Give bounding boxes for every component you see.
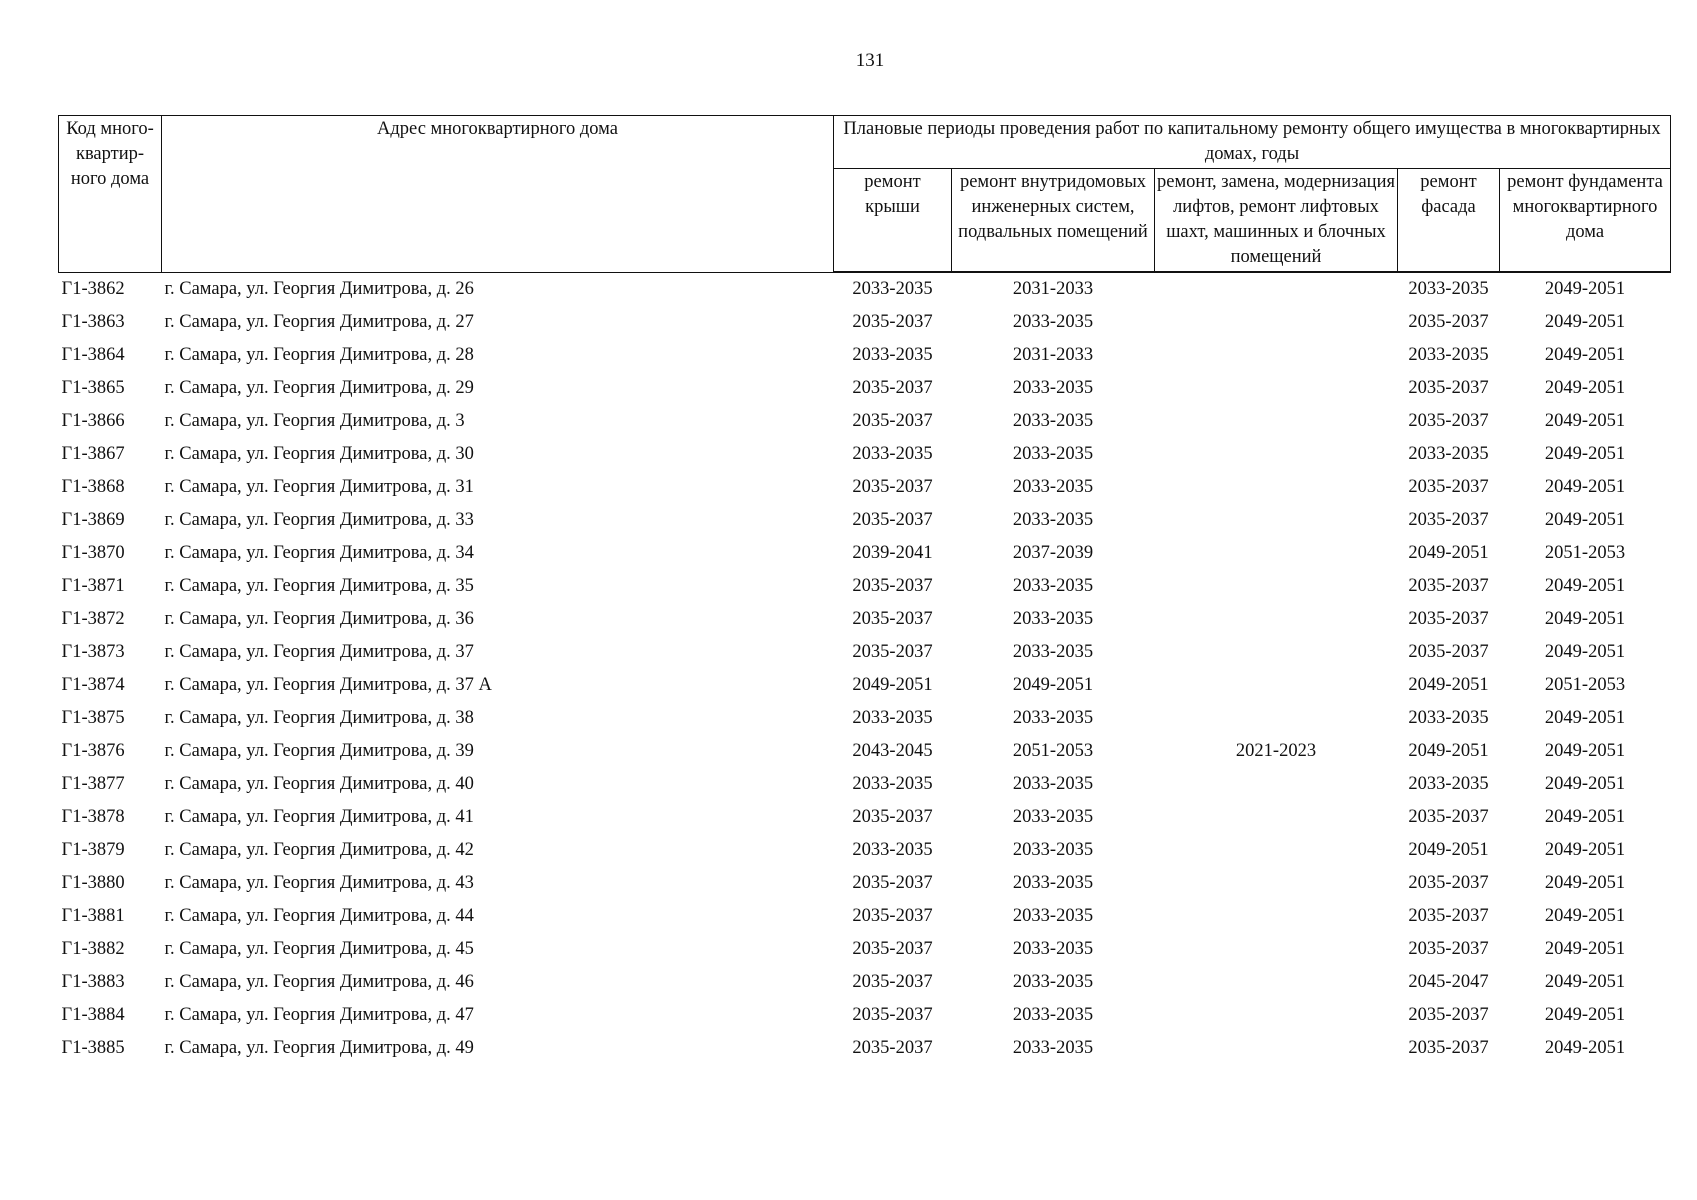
cell-elevators [1155, 570, 1398, 603]
cell-facade: 2049-2051 [1408, 543, 1489, 563]
cell-engineering: 2037-2039 [1012, 543, 1094, 563]
cell-foundation: 2049-2051 [1544, 1038, 1626, 1058]
cell-address: г. Самара, ул. Георгия Димитрова, д. 43 [164, 873, 474, 893]
cell-foundation: 2049-2051 [1544, 477, 1626, 497]
table-body [59, 272, 1671, 1065]
table-row [59, 999, 1671, 1032]
cell-facade: 2049-2051 [1408, 741, 1489, 761]
cell-roof: 2033-2035 [852, 345, 933, 365]
cell-foundation: 2049-2051 [1544, 411, 1626, 431]
cell-foundation: 2049-2051 [1544, 972, 1626, 992]
table-row [59, 405, 1671, 438]
cell-engineering: 2033-2035 [1012, 906, 1094, 926]
cell-roof: 2035-2037 [852, 642, 933, 662]
cell-foundation: 2049-2051 [1544, 378, 1626, 398]
table-row [59, 966, 1671, 999]
cell-engineering: 2033-2035 [1012, 609, 1094, 629]
cell-roof: 2035-2037 [852, 873, 933, 893]
cell-code: Г1-3868 [61, 477, 125, 497]
table-row [59, 702, 1671, 735]
cell-elevators [1155, 537, 1398, 570]
cell-code: Г1-3862 [61, 278, 125, 299]
cell-elevators [1155, 438, 1398, 471]
cell-facade: 2035-2037 [1408, 939, 1489, 959]
table-header [59, 116, 1671, 273]
cell-facade: 2035-2037 [1408, 411, 1489, 431]
header-address: Адрес многоквартирного дома [162, 116, 834, 273]
cell-roof: 2035-2037 [852, 972, 933, 992]
cell-address: г. Самара, ул. Георгия Димитрова, д. 34 [164, 543, 474, 563]
table-row [59, 471, 1671, 504]
cell-foundation: 2049-2051 [1544, 510, 1626, 530]
cell-elevators [1155, 306, 1398, 339]
cell-facade: 2035-2037 [1408, 312, 1489, 332]
cell-facade: 2033-2035 [1408, 279, 1489, 299]
cell-address: г. Самара, ул. Георгия Димитрова, д. 42 [164, 840, 474, 860]
table-row [59, 603, 1671, 636]
cell-facade: 2033-2035 [1408, 708, 1489, 728]
table-row [59, 636, 1671, 669]
cell-elevators [1155, 867, 1398, 900]
cell-engineering: 2031-2033 [1012, 279, 1094, 299]
cell-elevators [1155, 834, 1398, 867]
cell-foundation: 2049-2051 [1544, 774, 1626, 794]
cell-elevators [1155, 504, 1398, 537]
cell-address: г. Самара, ул. Георгия Димитрова, д. 26 [164, 278, 474, 299]
cell-elevators [1155, 603, 1398, 636]
header-roof: ремонт крыши [834, 169, 952, 273]
cell-roof: 2035-2037 [852, 477, 933, 497]
cell-roof: 2035-2037 [852, 1005, 933, 1025]
cell-engineering: 2033-2035 [1012, 840, 1094, 860]
cell-facade: 2035-2037 [1408, 906, 1489, 926]
table-row [59, 504, 1671, 537]
cell-code: Г1-3875 [61, 708, 125, 728]
table-row [59, 1032, 1671, 1065]
cell-address: г. Самара, ул. Георгия Димитрова, д. 37 [164, 642, 474, 662]
cell-code: Г1-3876 [61, 741, 125, 761]
cell-roof: 2035-2037 [852, 939, 933, 959]
cell-engineering: 2033-2035 [1012, 939, 1094, 959]
cell-engineering: 2033-2035 [1012, 444, 1094, 464]
table-row [59, 570, 1671, 603]
cell-facade: 2049-2051 [1408, 840, 1489, 860]
cell-code: Г1-3870 [61, 543, 125, 563]
cell-facade: 2033-2035 [1408, 345, 1489, 365]
cell-elevators [1155, 272, 1398, 306]
cell-engineering: 2033-2035 [1012, 576, 1094, 596]
page-number: 131 [855, 50, 885, 71]
table-row [59, 339, 1671, 372]
header-facade: ремонт фасада [1398, 169, 1500, 273]
cell-elevators [1155, 636, 1398, 669]
header-periods: Плановые периоды проведения работ по капитальному ремонту общего имущества в многоквартирных домах, годы [834, 116, 1671, 169]
cell-address: г. Самара, ул. Георгия Димитрова, д. 40 [164, 774, 474, 794]
cell-engineering: 2033-2035 [1012, 312, 1094, 332]
cell-foundation: 2049-2051 [1544, 873, 1626, 893]
cell-engineering: 2033-2035 [1012, 1005, 1094, 1025]
cell-code: Г1-3867 [61, 444, 125, 464]
cell-foundation: 2049-2051 [1544, 840, 1626, 860]
cell-elevators [1155, 702, 1398, 735]
header-foundation: ремонт фундамента многоквартирного дома [1500, 169, 1671, 273]
cell-address: г. Самара, ул. Георгия Димитрова, д. 37 А [164, 675, 492, 695]
cell-roof: 2035-2037 [852, 510, 933, 530]
cell-elevators [1155, 768, 1398, 801]
table-row [59, 768, 1671, 801]
cell-engineering: 2033-2035 [1012, 873, 1094, 893]
cell-address: г. Самара, ул. Георгия Димитрова, д. 39 [164, 741, 474, 761]
cell-foundation: 2049-2051 [1544, 642, 1626, 662]
table-row [59, 272, 1671, 306]
cell-foundation: 2049-2051 [1544, 576, 1626, 596]
cell-address: г. Самара, ул. Георгия Димитрова, д. 3 [164, 411, 465, 431]
cell-facade: 2035-2037 [1408, 378, 1489, 398]
cell-facade: 2049-2051 [1408, 675, 1489, 695]
cell-roof: 2035-2037 [852, 906, 933, 926]
cell-address: г. Самара, ул. Георгия Димитрова, д. 35 [164, 576, 474, 596]
cell-code: Г1-3866 [61, 411, 125, 431]
header-code: Код много-квартир-ного дома [59, 116, 162, 273]
cell-code: Г1-3873 [61, 642, 125, 662]
cell-foundation: 2049-2051 [1544, 807, 1626, 827]
cell-facade: 2035-2037 [1408, 873, 1489, 893]
cell-engineering: 2049-2051 [1012, 675, 1094, 695]
cell-address: г. Самара, ул. Георгия Димитрова, д. 47 [164, 1005, 474, 1025]
cell-elevators [1155, 339, 1398, 372]
cell-code: Г1-3871 [61, 576, 125, 596]
cell-roof: 2033-2035 [852, 444, 933, 464]
cell-roof: 2035-2037 [852, 312, 933, 332]
cell-code: Г1-3885 [61, 1038, 125, 1058]
cell-address: г. Самара, ул. Георгия Димитрова, д. 31 [164, 477, 474, 497]
cell-engineering: 2033-2035 [1012, 477, 1094, 497]
cell-elevators [1155, 999, 1398, 1032]
cell-foundation: 2049-2051 [1544, 708, 1626, 728]
cell-facade: 2035-2037 [1408, 642, 1489, 662]
cell-code: Г1-3884 [61, 1005, 125, 1025]
table-row [59, 933, 1671, 966]
cell-address: г. Самара, ул. Георгия Димитрова, д. 41 [164, 807, 474, 827]
cell-facade: 2035-2037 [1408, 807, 1489, 827]
cell-engineering: 2033-2035 [1012, 510, 1094, 530]
cell-code: Г1-3869 [61, 510, 125, 530]
cell-roof: 2033-2035 [852, 279, 933, 299]
cell-foundation: 2051-2053 [1544, 543, 1626, 563]
cell-roof: 2035-2037 [852, 609, 933, 629]
table-row [59, 735, 1671, 768]
cell-engineering: 2033-2035 [1012, 411, 1094, 431]
cell-elevators [1155, 669, 1398, 702]
header-elevators: ремонт, замена, модернизация лифтов, ремонт лифтовых шахт, машинных и блочных помещений [1155, 169, 1398, 273]
cell-engineering: 2051-2053 [1012, 741, 1094, 761]
cell-engineering: 2033-2035 [1012, 708, 1094, 728]
table-row [59, 900, 1671, 933]
cell-address: г. Самара, ул. Георгия Димитрова, д. 30 [164, 444, 474, 464]
cell-address: г. Самара, ул. Георгия Димитрова, д. 36 [164, 609, 474, 629]
cell-address: г. Самара, ул. Георгия Димитрова, д. 44 [164, 906, 474, 926]
cell-code: Г1-3863 [61, 312, 125, 332]
cell-code: Г1-3864 [61, 345, 125, 365]
cell-address: г. Самара, ул. Георгия Димитрова, д. 29 [164, 378, 474, 398]
cell-foundation: 2049-2051 [1544, 1005, 1626, 1025]
cell-roof: 2035-2037 [852, 378, 933, 398]
cell-facade: 2035-2037 [1408, 510, 1489, 530]
cell-foundation: 2049-2051 [1544, 345, 1626, 365]
cell-facade: 2033-2035 [1408, 444, 1489, 464]
cell-elevators [1155, 966, 1398, 999]
cell-facade: 2045-2047 [1408, 972, 1489, 992]
cell-engineering: 2033-2035 [1012, 642, 1094, 662]
cell-elevators [1155, 405, 1398, 438]
cell-roof: 2039-2041 [852, 543, 933, 563]
cell-code: Г1-3874 [61, 675, 125, 695]
cell-roof: 2033-2035 [852, 840, 933, 860]
cell-facade: 2035-2037 [1408, 609, 1489, 629]
cell-elevators [1155, 900, 1398, 933]
cell-elevators [1155, 933, 1398, 966]
table-row [59, 306, 1671, 339]
cell-elevators [1155, 1032, 1398, 1065]
cell-address: г. Самара, ул. Георгия Димитрова, д. 38 [164, 708, 474, 728]
table-row [59, 372, 1671, 405]
cell-code: Г1-3877 [61, 774, 125, 794]
cell-address: г. Самара, ул. Георгия Димитрова, д. 49 [164, 1038, 474, 1058]
cell-roof: 2033-2035 [852, 708, 933, 728]
table-row [59, 438, 1671, 471]
cell-roof: 2035-2037 [852, 807, 933, 827]
cell-foundation: 2049-2051 [1544, 312, 1626, 332]
cell-code: Г1-3883 [61, 972, 125, 992]
cell-code: Г1-3879 [61, 840, 125, 860]
cell-elevators [1155, 372, 1398, 405]
cell-engineering: 2033-2035 [1012, 807, 1094, 827]
cell-roof: 2049-2051 [852, 675, 933, 695]
cell-roof: 2043-2045 [852, 741, 933, 761]
table-row [59, 669, 1671, 702]
cell-foundation: 2049-2051 [1544, 609, 1626, 629]
cell-engineering: 2033-2035 [1012, 1038, 1094, 1058]
cell-code: Г1-3872 [61, 609, 125, 629]
cell-engineering: 2033-2035 [1012, 378, 1094, 398]
cell-address: г. Самара, ул. Георгия Димитрова, д. 33 [164, 510, 474, 530]
cell-elevators: 2021-2023 [1235, 741, 1317, 761]
table-row [59, 801, 1671, 834]
table-row [59, 867, 1671, 900]
cell-roof: 2035-2037 [852, 1038, 933, 1058]
cell-roof: 2035-2037 [852, 411, 933, 431]
cell-foundation: 2049-2051 [1544, 741, 1626, 761]
cell-code: Г1-3878 [61, 807, 125, 827]
cell-facade: 2035-2037 [1408, 477, 1489, 497]
cell-foundation: 2049-2051 [1544, 939, 1626, 959]
cell-facade: 2033-2035 [1408, 774, 1489, 794]
cell-facade: 2035-2037 [1408, 1005, 1489, 1025]
cell-address: г. Самара, ул. Георгия Димитрова, д. 45 [164, 939, 474, 959]
cell-facade: 2035-2037 [1408, 576, 1489, 596]
cell-address: г. Самара, ул. Георгия Димитрова, д. 46 [164, 972, 474, 992]
cell-address: г. Самара, ул. Георгия Димитрова, д. 28 [164, 345, 474, 365]
cell-foundation: 2049-2051 [1544, 279, 1626, 299]
cell-engineering: 2033-2035 [1012, 774, 1094, 794]
cell-facade: 2035-2037 [1408, 1038, 1489, 1058]
cell-address: г. Самара, ул. Георгия Димитрова, д. 27 [164, 312, 474, 332]
cell-code: Г1-3882 [61, 939, 125, 959]
cell-code: Г1-3881 [61, 906, 125, 926]
cell-foundation: 2051-2053 [1544, 675, 1626, 695]
cell-roof: 2033-2035 [852, 774, 933, 794]
cell-roof: 2035-2037 [852, 576, 933, 596]
cell-code: Г1-3880 [61, 873, 125, 893]
table-row [59, 537, 1671, 570]
table-row [59, 834, 1671, 867]
cell-code: Г1-3865 [61, 378, 125, 398]
cell-engineering: 2031-2033 [1012, 345, 1094, 365]
repair-schedule-table [58, 115, 1671, 1065]
cell-foundation: 2049-2051 [1544, 906, 1626, 926]
cell-elevators [1155, 471, 1398, 504]
cell-engineering: 2033-2035 [1012, 972, 1094, 992]
header-engineering: ремонт внутридомовых инженерных систем, подвальных помещений [952, 169, 1155, 273]
cell-elevators [1155, 801, 1398, 834]
cell-foundation: 2049-2051 [1544, 444, 1626, 464]
